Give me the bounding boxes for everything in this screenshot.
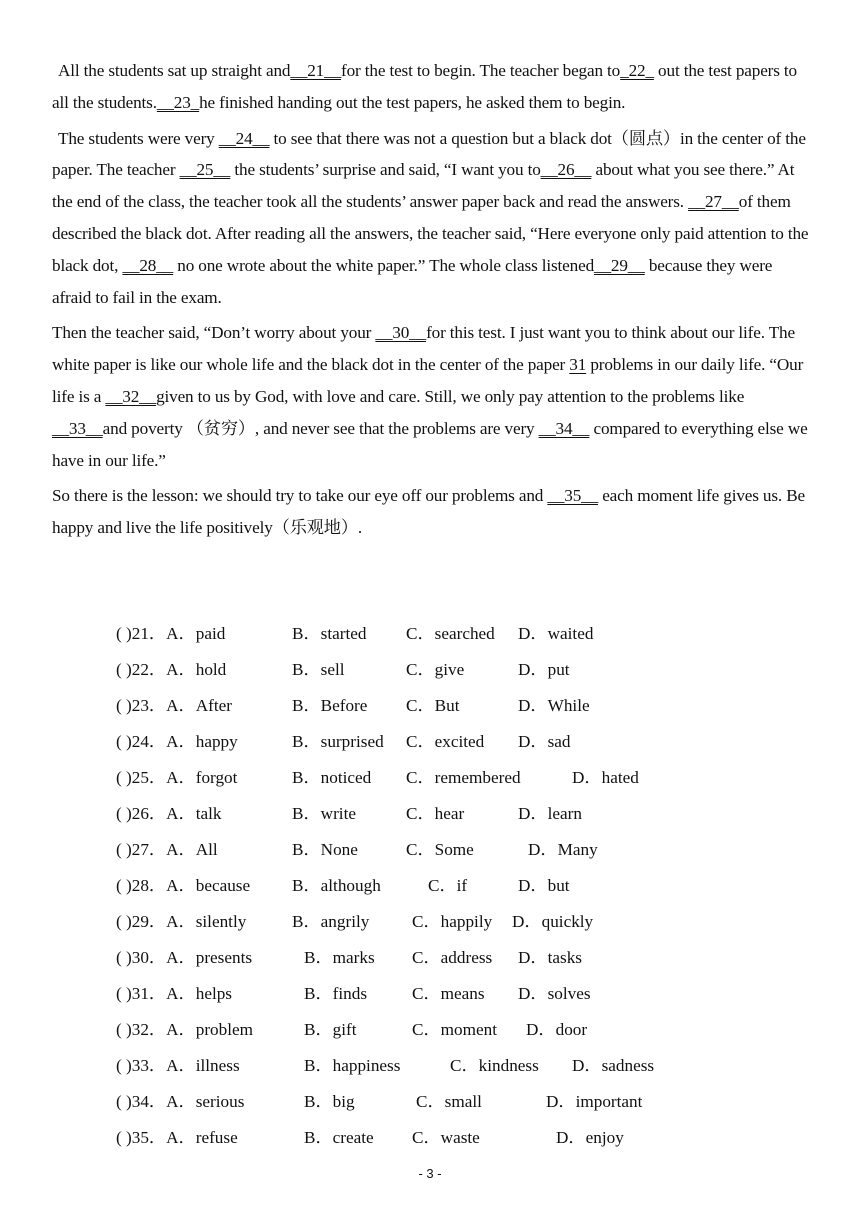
- option-b: B．happiness: [304, 1056, 401, 1075]
- option-d: D．important: [546, 1092, 643, 1111]
- option-b: B．None: [292, 840, 358, 859]
- option-d: D．waited: [518, 624, 594, 643]
- option-c: C．happily: [412, 912, 493, 931]
- option-d: D．Many: [528, 840, 598, 859]
- passage-text: So there is the lesson: we should try to take our eye off our problems and: [52, 486, 548, 506]
- blank-25: __25__: [179, 160, 231, 180]
- option-b: B．Before: [292, 696, 368, 715]
- passage-text: Then the teacher said, “Don’t worry about your: [52, 323, 376, 343]
- option-d: D．While: [518, 696, 590, 715]
- option-b: B．finds: [304, 984, 368, 1003]
- option-d: D．solves: [518, 984, 591, 1003]
- question-number-option-a: ( )22．A．hold: [116, 660, 227, 679]
- option-c: C．excited: [406, 732, 485, 751]
- option-d: D．learn: [518, 804, 582, 823]
- blank-30: __30__: [375, 323, 427, 343]
- question-number-option-a: ( )25．A．forgot: [116, 768, 238, 787]
- question-number-option-a: ( )32．A．problem: [116, 1020, 253, 1039]
- passage-text: to see that there was not a question but a black dot（圆点）in the center of the paper. The teacher: [52, 128, 806, 180]
- option-c: C．But: [406, 696, 460, 715]
- blank-28: __28__: [122, 255, 174, 275]
- page-number: - 3 -: [418, 1166, 442, 1181]
- question-number-option-a: ( )31．A．helps: [116, 984, 232, 1003]
- blank-31: 31: [569, 355, 587, 375]
- option-b: B．write: [292, 804, 356, 823]
- blank-29: __29__: [594, 255, 645, 275]
- question-number-option-a: ( )21．A．paid: [116, 624, 226, 643]
- blank-22: _22_: [620, 61, 654, 80]
- question-number-option-a: ( )33．A．illness: [116, 1056, 240, 1075]
- passage-text: each moment life gives us. Be happy and live the life positively（乐观地）.: [52, 486, 805, 538]
- option-b: B．started: [292, 624, 367, 643]
- option-b: B．surprised: [292, 732, 384, 751]
- option-b: B．gift: [304, 1020, 357, 1039]
- option-d: D．sadness: [572, 1056, 655, 1075]
- blank-21: __21__: [290, 61, 342, 80]
- blank-34: __34__: [538, 418, 590, 438]
- option-d: D．quickly: [512, 912, 594, 931]
- blank-32: __32__: [105, 386, 157, 406]
- passage-text: given to us by God, with love and care. Still, we only pay attention to the problems like: [156, 386, 745, 406]
- passage-text: about what you see there.” At the end of the class, the teacher took all the students’ answer paper back and read the answers.: [52, 160, 795, 212]
- blank-23: __23_: [156, 92, 200, 112]
- option-b: B．big: [304, 1092, 355, 1111]
- option-d: D．enjoy: [556, 1128, 624, 1147]
- passage-text: for this test. I just want you to think about our life. The white paper is like our whole life and the black dot in the center of the paper: [52, 323, 795, 375]
- option-c: C．kindness: [450, 1056, 539, 1075]
- cloze-passage: [52, 55, 812, 548]
- option-c: C．small: [416, 1092, 482, 1111]
- option-b: B．marks: [304, 948, 375, 967]
- passage-text: out the test papers to all the students.: [52, 61, 797, 112]
- blank-26: __26__: [540, 160, 592, 180]
- option-b: B．noticed: [292, 768, 372, 787]
- option-b: B．create: [304, 1128, 374, 1147]
- option-d: D．hated: [572, 768, 639, 787]
- option-d: D．door: [526, 1020, 588, 1039]
- option-c: C．if: [428, 876, 468, 895]
- paragraph-2: [52, 123, 812, 314]
- option-c: C．hear: [406, 804, 465, 823]
- question-number-option-a: ( )34．A．serious: [116, 1092, 245, 1111]
- question-number-option-a: ( )23．A．After: [116, 696, 232, 715]
- passage-text: problems in our daily life. “Our life is a: [52, 355, 804, 406]
- option-b: B．angrily: [292, 912, 370, 931]
- paragraph-3: [52, 317, 812, 476]
- option-c: C．remembered: [406, 768, 521, 787]
- passage-text: for the test to begin. The teacher began to: [341, 61, 621, 80]
- question-number-option-a: ( )29．A．silently: [116, 912, 247, 931]
- blank-35: __35__: [547, 486, 599, 506]
- blank-24: __24__: [218, 128, 270, 148]
- option-b: B．although: [292, 876, 381, 895]
- passage-text: the students’ surprise and said, “I want you to: [230, 160, 541, 180]
- option-c: C．searched: [406, 624, 495, 643]
- passage-text: he finished handing out the test papers, he asked them to begin.: [199, 92, 626, 112]
- question-number-option-a: ( )27．A．All: [116, 840, 218, 859]
- question-number-option-a: ( )28．A．because: [116, 876, 251, 895]
- question-number-option-a: ( )30．A．presents: [116, 948, 253, 967]
- paragraph-1: [52, 55, 812, 119]
- option-d: D．sad: [518, 732, 571, 751]
- question-number-option-a: ( )26．A．talk: [116, 804, 222, 823]
- option-b: B．sell: [292, 660, 345, 679]
- passage-text: compared to everything else we have in our life.”: [52, 418, 808, 470]
- option-c: C．give: [406, 660, 465, 679]
- blank-33: __33__: [52, 418, 103, 438]
- paragraph-4: [52, 480, 812, 544]
- option-c: C．moment: [412, 1020, 497, 1039]
- option-c: C．address: [412, 948, 493, 967]
- passage-text: The students were very: [58, 128, 219, 148]
- option-d: D．put: [518, 660, 570, 679]
- passage-text: of them described the black dot. After reading all the answers, the teacher said, “Here everyone only paid attention to the black dot,: [52, 192, 809, 275]
- passage-text: All the students sat up straight and: [58, 61, 291, 80]
- option-c: C．means: [412, 984, 485, 1003]
- option-d: D．tasks: [518, 948, 582, 967]
- question-number-option-a: ( )24．A．happy: [116, 732, 238, 751]
- passage-text: because they were afraid to fail in the exam.: [52, 255, 773, 307]
- blank-27: __27__: [688, 192, 739, 212]
- option-c: C．Some: [406, 840, 474, 859]
- passage-text: no one wrote about the white paper.” The whole class listened: [173, 255, 595, 275]
- question-number-option-a: ( )35．A．refuse: [116, 1128, 238, 1147]
- option-c: C．waste: [412, 1128, 480, 1147]
- option-d: D．but: [518, 876, 570, 895]
- passage-text: and poverty （贫穷）, and never see that the problems are very: [102, 418, 539, 438]
